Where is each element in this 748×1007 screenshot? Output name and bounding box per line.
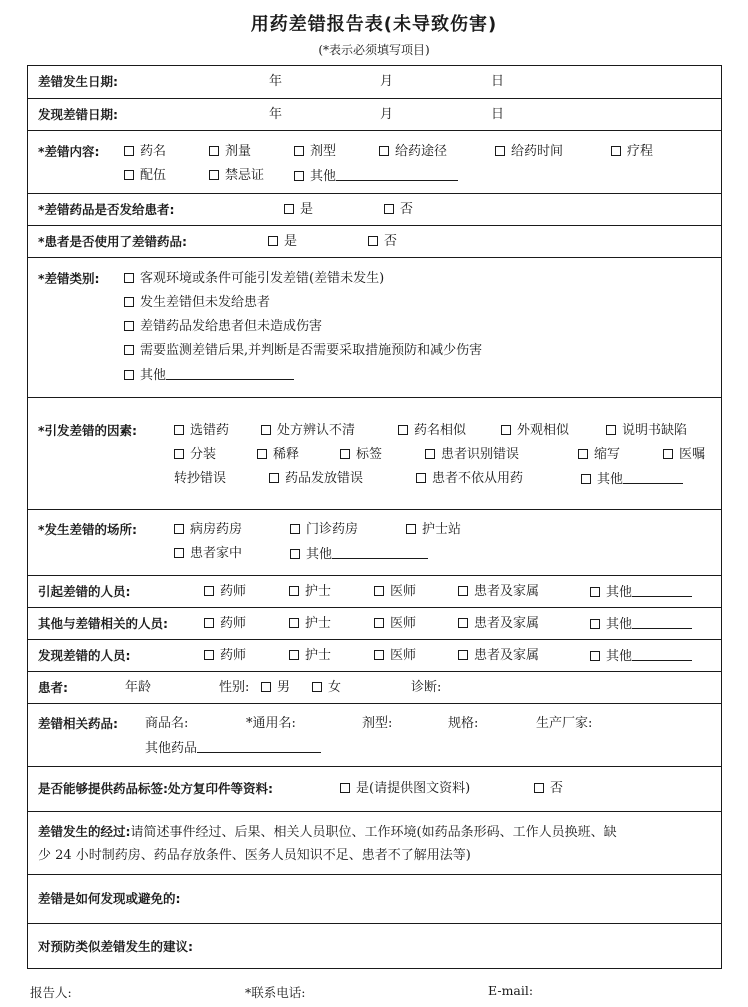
checkbox[interactable] <box>606 425 616 435</box>
factor-illegible[interactable]: 处方辨认不清 <box>261 423 355 439</box>
occur-date-row <box>28 66 721 98</box>
checkbox[interactable] <box>290 549 300 559</box>
drug-other[interactable]: 其他药品 <box>145 740 321 757</box>
process-row <box>28 811 721 874</box>
checkbox[interactable] <box>578 449 588 459</box>
content-option-drugname[interactable]: 药名 <box>124 144 166 160</box>
content-option-contra[interactable]: 禁忌证 <box>209 168 264 184</box>
people-find-label: 发现差错的人员: <box>38 648 131 663</box>
category-option-not-given[interactable]: 发生差错但未发给患者 <box>124 295 270 311</box>
content-option-compat[interactable]: 配伍 <box>124 168 166 184</box>
people-related-pharmacist[interactable]: 药师 <box>204 616 246 632</box>
place-home[interactable]: 患者家中 <box>174 546 242 562</box>
people-find-doctor[interactable]: 医师 <box>374 648 416 664</box>
content-option-dose[interactable]: 剂量 <box>209 144 251 160</box>
label-info-yes[interactable]: 是(请提供图文资料) <box>340 781 470 797</box>
checkbox[interactable] <box>425 449 435 459</box>
people-related-nurse[interactable]: 护士 <box>289 616 331 632</box>
place-other[interactable]: 其他 <box>290 546 428 563</box>
checkbox[interactable] <box>384 204 394 214</box>
dispensed-label: *差错药品是否发给患者: <box>38 202 175 217</box>
checkbox[interactable] <box>458 586 468 596</box>
label-info-row <box>28 766 721 811</box>
checkbox[interactable] <box>379 146 389 156</box>
checkbox[interactable] <box>458 650 468 660</box>
reporter-field[interactable]: 报告人: <box>30 985 72 1000</box>
checkbox[interactable] <box>204 586 214 596</box>
checkbox[interactable] <box>269 473 279 483</box>
patient-sex-female[interactable]: 女 <box>312 680 341 696</box>
people-related-patient[interactable]: 患者及家属 <box>458 616 539 632</box>
people-related-doctor[interactable]: 医师 <box>374 616 416 632</box>
category-label: *差错类别: <box>38 271 100 286</box>
factor-insert-defect[interactable]: 说明书缺陷 <box>606 423 687 439</box>
category-option-monitor[interactable]: 需要监测差错后果,并判断是否需要采取措施预防和减少伤害 <box>124 343 482 359</box>
place-outpatient-pharmacy[interactable]: 门诊药房 <box>290 522 358 538</box>
checkbox[interactable] <box>590 587 600 597</box>
patient-age[interactable]: 年龄 <box>125 680 152 695</box>
other-blank[interactable] <box>197 740 321 753</box>
content-option-form[interactable]: 剂型 <box>294 144 336 160</box>
dispensed-row <box>28 193 721 225</box>
process-line-1[interactable]: 差错发生的经过:请简述事件经过、后果、相关人员职位、工作环境(如药品条形码、工作人员换班、缺 <box>38 824 617 840</box>
other-blank[interactable] <box>623 471 683 484</box>
checkbox[interactable] <box>581 474 591 484</box>
drug-dosage-form[interactable]: 剂型: <box>362 716 393 731</box>
people-cause-nurse[interactable]: 护士 <box>289 584 331 600</box>
patient-diagnosis[interactable]: 诊断: <box>411 680 442 695</box>
content-label: *差错内容: <box>38 144 100 159</box>
patient-row <box>28 671 721 703</box>
people-cause-label: 引起差错的人员: <box>38 584 131 599</box>
checkbox[interactable] <box>398 425 408 435</box>
checkbox[interactable] <box>340 783 350 793</box>
checkbox[interactable] <box>340 449 350 459</box>
checkbox[interactable] <box>257 449 267 459</box>
patient-label: 患者: <box>38 680 68 695</box>
patient-sex-label: 性别: <box>219 680 250 695</box>
find-day[interactable]: 日 <box>491 107 505 122</box>
checkbox[interactable] <box>374 586 384 596</box>
other-blank[interactable] <box>332 546 428 559</box>
report-form <box>27 65 722 969</box>
suggestion-row[interactable] <box>28 923 721 968</box>
checkbox[interactable] <box>611 146 621 156</box>
content-option-time[interactable]: 给药时间 <box>495 144 563 160</box>
process-line-2: 少 24 小时制药房、药品存放条件、医务人员知识不足、患者不了解用法等) <box>38 848 471 863</box>
category-option-no-harm[interactable]: 差错药品发给患者但未造成伤害 <box>124 319 322 335</box>
checkbox[interactable] <box>590 619 600 629</box>
label-info-label: 是否能够提供药品标签:处方复印件等资料: <box>38 781 273 796</box>
drug-trade-name[interactable]: 商品名: <box>145 716 189 731</box>
checkbox[interactable] <box>174 548 184 558</box>
factor-dispense-error[interactable]: 药品发放错误 <box>269 471 363 487</box>
content-option-course[interactable]: 疗程 <box>611 144 653 160</box>
factor-dilution[interactable]: 稀释 <box>257 447 299 463</box>
checkbox[interactable] <box>124 170 134 180</box>
checkbox[interactable] <box>124 321 134 331</box>
checkbox[interactable] <box>204 650 214 660</box>
people-cause-patient[interactable]: 患者及家属 <box>458 584 539 600</box>
category-row <box>28 257 721 397</box>
checkbox[interactable] <box>406 524 416 534</box>
place-row <box>28 509 721 575</box>
occur-day[interactable]: 日 <box>491 74 505 89</box>
how-found-label: 差错是如何发现或避免的: <box>38 891 181 906</box>
checkbox[interactable] <box>501 425 511 435</box>
checkbox[interactable] <box>663 449 673 459</box>
form-subtitle: (*表示必须填写项目) <box>318 43 430 57</box>
checkbox[interactable] <box>590 651 600 661</box>
content-option-other[interactable]: 其他 <box>294 168 458 185</box>
used-row <box>28 225 721 257</box>
checkbox[interactable] <box>209 170 219 180</box>
dispensed-no[interactable]: 否 <box>384 202 413 218</box>
people-find-pharmacist[interactable]: 药师 <box>204 648 246 664</box>
factor-look-similar[interactable]: 外观相似 <box>501 423 569 439</box>
checkbox[interactable] <box>174 449 184 459</box>
place-ward-pharmacy[interactable]: 病房药房 <box>174 522 242 538</box>
factor-wrong-drug[interactable]: 选错药 <box>174 423 229 439</box>
factor-order[interactable]: 医嘱 <box>663 447 705 463</box>
checkbox[interactable] <box>204 618 214 628</box>
people-related-label: 其他与差错相关的人员: <box>38 616 168 631</box>
people-find-patient[interactable]: 患者及家属 <box>458 648 539 664</box>
factor-noncompliance[interactable]: 患者不依从用药 <box>416 471 523 487</box>
patient-sex-male[interactable]: 男 <box>261 680 290 696</box>
used-no[interactable]: 否 <box>368 234 397 250</box>
checkbox[interactable] <box>174 524 184 534</box>
people-cause-row <box>28 575 721 607</box>
checkbox[interactable] <box>294 171 304 181</box>
dispensed-yes[interactable]: 是 <box>284 202 313 218</box>
find-date-label: 发现差错日期: <box>38 107 118 122</box>
other-blank[interactable] <box>632 648 692 661</box>
factor-transcription: 转抄错误 <box>174 471 227 486</box>
checkbox[interactable] <box>374 650 384 660</box>
checkbox[interactable] <box>261 682 271 692</box>
other-blank[interactable] <box>632 584 692 597</box>
checkbox[interactable] <box>374 618 384 628</box>
checkbox[interactable] <box>458 618 468 628</box>
checkbox[interactable] <box>124 370 134 380</box>
factors-row <box>28 397 721 509</box>
checkbox[interactable] <box>289 650 299 660</box>
drug-manufacturer[interactable]: 生产厂家: <box>536 716 593 731</box>
process-label: 差错发生的经过: <box>38 824 131 839</box>
people-cause-doctor[interactable]: 医师 <box>374 584 416 600</box>
people-cause-pharmacist[interactable]: 药师 <box>204 584 246 600</box>
other-blank[interactable] <box>336 168 458 181</box>
factor-label[interactable]: 标签 <box>340 447 382 463</box>
people-find-row <box>28 639 721 671</box>
drug-generic-name[interactable]: *通用名: <box>246 716 296 731</box>
occur-date-label: 差错发生日期: <box>38 74 118 89</box>
form-title: 用药差错报告表(未导致伤害) <box>250 14 498 35</box>
checkbox[interactable] <box>495 146 505 156</box>
checkbox[interactable] <box>261 425 271 435</box>
checkbox[interactable] <box>284 204 294 214</box>
checkbox[interactable] <box>174 425 184 435</box>
find-year[interactable]: 年 <box>269 107 283 122</box>
checkbox[interactable] <box>124 297 134 307</box>
email-field[interactable]: E-mail: <box>488 983 534 998</box>
phone-field[interactable]: *联系电话: <box>245 985 306 1000</box>
place-label: *发生差错的场所: <box>38 522 138 537</box>
suggestion-label: 对预防类似差错发生的建议: <box>38 939 193 954</box>
find-date-row <box>28 98 721 130</box>
used-label: *患者是否使用了差错药品: <box>38 234 188 249</box>
checkbox[interactable] <box>289 618 299 628</box>
people-related-other[interactable]: 其他 <box>590 616 692 633</box>
place-nurse-station[interactable]: 护士站 <box>406 522 461 538</box>
people-related-row <box>28 607 721 639</box>
occur-month[interactable]: 月 <box>380 74 394 89</box>
label-info-no[interactable]: 否 <box>534 781 563 797</box>
factor-patient-id[interactable]: 患者识别错误 <box>425 447 519 463</box>
content-option-route[interactable]: 给药途径 <box>379 144 447 160</box>
factor-repack[interactable]: 分装 <box>174 447 216 463</box>
factor-abbrev[interactable]: 缩写 <box>578 447 620 463</box>
category-option-other[interactable]: 其他 <box>124 367 294 384</box>
used-yes[interactable]: 是 <box>268 234 297 250</box>
checkbox[interactable] <box>294 146 304 156</box>
drug-label: 差错相关药品: <box>38 716 118 731</box>
factor-name-similar[interactable]: 药名相似 <box>398 423 466 439</box>
drug-row <box>28 703 721 766</box>
checkbox[interactable] <box>124 146 134 156</box>
content-row <box>28 130 721 193</box>
find-month[interactable]: 月 <box>380 107 394 122</box>
checkbox[interactable] <box>368 236 378 246</box>
other-blank[interactable] <box>166 367 294 380</box>
checkbox[interactable] <box>209 146 219 156</box>
how-found-row[interactable] <box>28 874 721 923</box>
people-find-nurse[interactable]: 护士 <box>289 648 331 664</box>
checkbox[interactable] <box>416 473 426 483</box>
checkbox[interactable] <box>534 783 544 793</box>
checkbox[interactable] <box>289 586 299 596</box>
occur-year[interactable]: 年 <box>269 74 283 89</box>
checkbox[interactable] <box>124 345 134 355</box>
other-blank[interactable] <box>632 616 692 629</box>
factors-label: *引发差错的因素: <box>38 423 138 438</box>
checkbox[interactable] <box>290 524 300 534</box>
people-cause-other[interactable]: 其他 <box>590 584 692 601</box>
category-option-env[interactable]: 客观环境或条件可能引发差错(差错未发生) <box>124 271 384 287</box>
checkbox[interactable] <box>268 236 278 246</box>
people-find-other[interactable]: 其他 <box>590 648 692 665</box>
checkbox[interactable] <box>124 273 134 283</box>
checkbox[interactable] <box>312 682 322 692</box>
drug-spec[interactable]: 规格: <box>448 716 479 731</box>
factor-other[interactable]: 其他 <box>581 471 683 488</box>
